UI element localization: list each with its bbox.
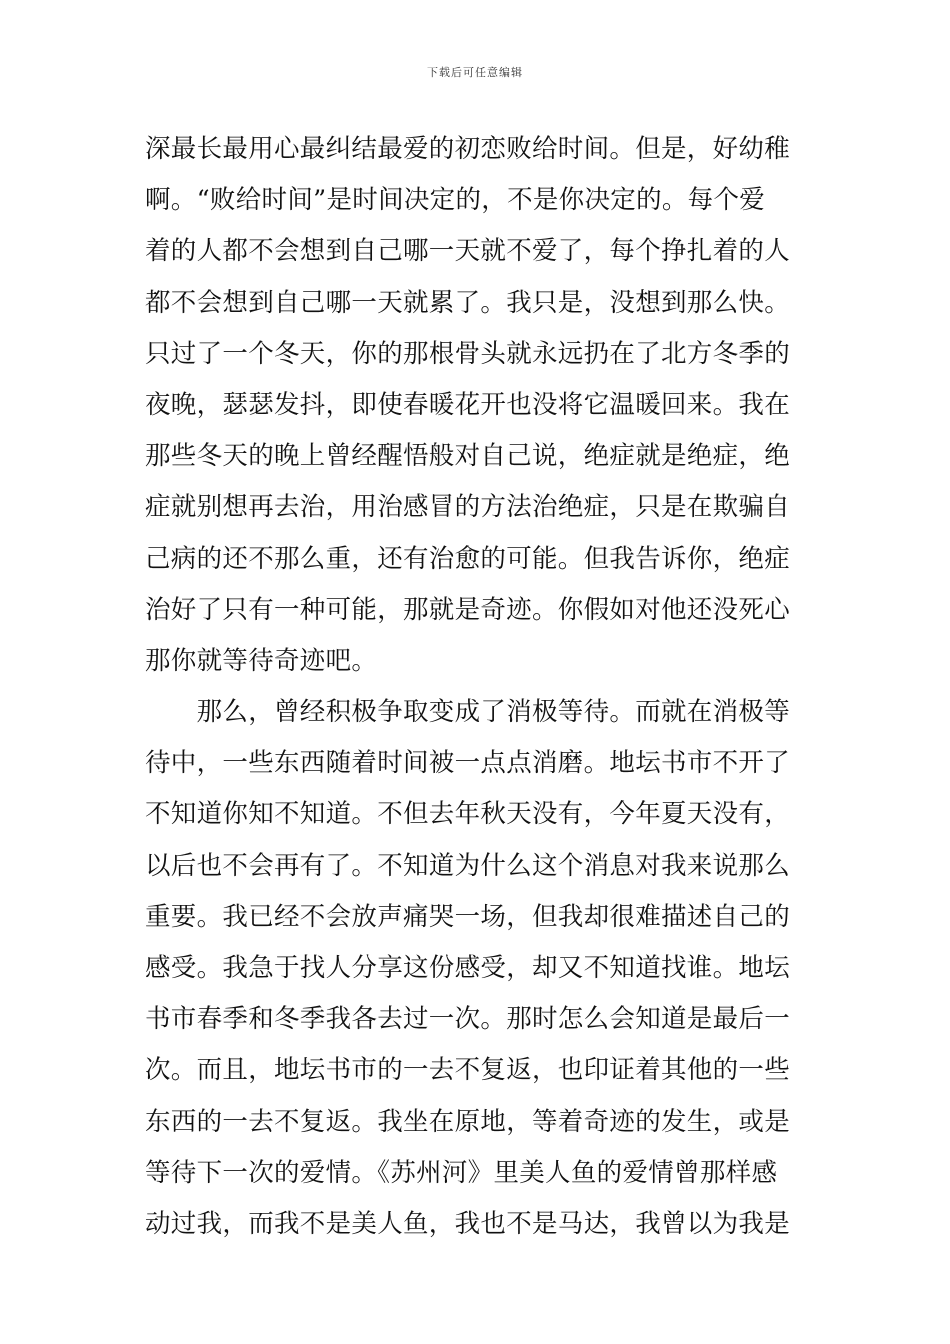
text-line: 东西的一去不复返。我坐在原地，等着奇迹的发生，或是 — [145, 1106, 791, 1137]
text-line: 那你就等待奇迹吧。 — [145, 645, 378, 676]
text-line: 次。而且，地坛书市的一去不复返，也印证着其他的一些 — [145, 1055, 791, 1086]
text-line: 啊。“败给时间”是时间决定的，不是你决定的。每个爱 — [145, 185, 766, 216]
text-line: 不知道你知不知道。不但去年秋天没有，今年夏天没有， — [145, 799, 791, 830]
text-line: 待中，一些东西随着时间被一点点消磨。地坛书市不开了 — [145, 748, 791, 779]
text-line: 症就别想再去治，用治感冒的方法治绝症，只是在欺骗自 — [145, 492, 791, 523]
text-line: 深最长最用心最纠结最爱的初恋败给时间。但是，好幼稚 — [145, 134, 791, 164]
body-text — [145, 124, 807, 1250]
text-line: 书市春季和冬季我各去过一次。那时怎么会知道是最后一 — [145, 1004, 791, 1035]
text-line: 那么，曾经积极争取变成了消极等待。而就在消极等 — [145, 697, 791, 728]
text-line: 等待下一次的爱情。《苏州河》里美人鱼的爱情曾那样感 — [145, 1157, 778, 1188]
text-line: 感受。我急于找人分享这份感受，却又不知道找谁。地坛 — [145, 953, 791, 983]
text-line: 动过我，而我不是美人鱼，我也不是马达，我曾以为我是 — [145, 1208, 791, 1239]
text-line: 着的人都不会想到自己哪一天就不爱了，每个挣扎着的人 — [145, 236, 791, 267]
text-line: 以后也不会再有了。不知道为什么这个消息对我来说那么 — [145, 850, 791, 881]
text-line: 那些冬天的晚上曾经醒悟般对自己说，绝症就是绝症，绝 — [145, 441, 791, 472]
text-line: 夜晚，瑟瑟发抖，即使春暖花开也没将它温暖回来。我在 — [145, 389, 791, 420]
text-line: 只过了一个冬天，你的那根骨头就永远扔在了北方冬季的 — [145, 338, 791, 369]
text-line: 都不会想到自己哪一天就累了。我只是，没想到那么快。 — [145, 287, 791, 318]
text-line: 重要。我已经不会放声痛哭一场，但我却很难描述自己的 — [145, 901, 791, 932]
text-line: 治好了只有一种可能，那就是奇迹。你假如对他还没死心 — [145, 594, 791, 625]
page-header: 下载后可任意编辑 — [427, 66, 523, 79]
text-line: 己病的还不那么重，还有治愈的可能。但我告诉你，绝症 — [145, 543, 791, 574]
